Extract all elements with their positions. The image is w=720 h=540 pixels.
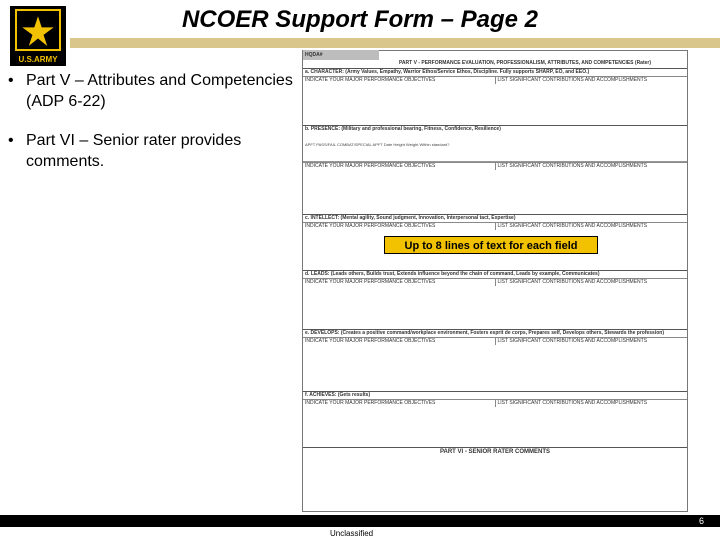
form-section-character (303, 68, 687, 84)
title-underline-bar (70, 38, 720, 48)
ncoer-form-image (302, 50, 688, 512)
contributions-column-label: LIST SIGNIFICANT CONTRIBUTIONS AND ACCOMPLISHMENTS (495, 223, 688, 230)
section-label: c. INTELLECT: (Mental agility, Sound judgment, Innovation, Interpersonal tact, Expertise) (305, 215, 516, 221)
bullet-text: Part V – Attributes and Competencies (ADP 6-22) (26, 72, 293, 110)
contributions-column-label: LIST SIGNIFICANT CONTRIBUTIONS AND ACCOMPLISHMENTS (495, 163, 688, 170)
form-section-develops (303, 329, 687, 345)
part-v-title: PART V - PERFORMANCE EVALUATION, PROFESSIONALISM, ATTRIBUTES, AND COMPETENCIES (Rater) (398, 60, 652, 66)
section-label: e. DEVELOPS: (Creates a positive command/workplace environment, Fosters esprit de corps, Prepares self, Develops others, Stewards the profession) (305, 330, 665, 336)
presence-fitness-row: APFT PASS/FAIL COMBAT/SPECIAL APFT Date Height Weight Within standard? (305, 142, 450, 147)
form-section-presence-columns (303, 161, 687, 170)
logo-text: U.S.ARMY (18, 55, 58, 64)
section-label: d. LEADS: (Leads others, Builds trust, Extends influence beyond the chain of command, Leads by example, Communicates) (305, 271, 600, 277)
contributions-column-label: LIST SIGNIFICANT CONTRIBUTIONS AND ACCOMPLISHMENTS (495, 338, 688, 345)
form-section-achieves (303, 391, 687, 407)
form-id-label: HQDA# (303, 50, 379, 60)
form-section-leads (303, 270, 687, 286)
contributions-column-label: LIST SIGNIFICANT CONTRIBUTIONS AND ACCOMPLISHMENTS (495, 279, 688, 286)
us-army-logo (10, 6, 66, 66)
bullet-dot-icon: • (8, 132, 14, 149)
form-section-presence (303, 125, 687, 133)
objectives-column-label: INDICATE YOUR MAJOR PERFORMANCE OBJECTIVES (305, 279, 436, 285)
footer-bar (0, 515, 720, 527)
army-star-icon (10, 6, 66, 54)
contributions-column-label: LIST SIGNIFICANT CONTRIBUTIONS AND ACCOMPLISHMENTS (495, 400, 688, 407)
objectives-column-label: INDICATE YOUR MAJOR PERFORMANCE OBJECTIVES (305, 77, 436, 83)
bullet-dot-icon: • (8, 72, 14, 89)
objectives-column-label: INDICATE YOUR MAJOR PERFORMANCE OBJECTIVES (305, 338, 436, 344)
bullet-item (8, 70, 298, 112)
section-label: f. ACHIEVES: (Gets results) (305, 392, 371, 398)
classification-label: Unclassified (330, 529, 374, 538)
section-label: b. PRESENCE: (Military and professional bearing, Fitness, Confidence, Resilience) (305, 126, 501, 132)
objectives-column-label: INDICATE YOUR MAJOR PERFORMANCE OBJECTIVES (305, 400, 436, 406)
part-vi-title: PART VI - SENIOR RATER COMMENTS (303, 447, 687, 457)
section-label: a. CHARACTER: (Army Values, Empathy, Warrior Ethos/Service Ethos, Discipline. Fully supports SHARP, EO, and EEO.) (305, 69, 590, 75)
page-title: NCOER Support Form – Page 2 (181, 6, 539, 33)
contributions-column-label: LIST SIGNIFICANT CONTRIBUTIONS AND ACCOMPLISHMENTS (495, 77, 688, 84)
bullet-item (8, 130, 298, 172)
objectives-column-label: INDICATE YOUR MAJOR PERFORMANCE OBJECTIVES (305, 163, 436, 169)
form-section-intellect (303, 214, 687, 230)
page-number: 6 (698, 516, 704, 526)
bullet-text: Part VI – Senior rater provides comments. (26, 132, 242, 170)
bullet-list (8, 70, 298, 190)
lines-of-text-callout: Up to 8 lines of text for each field (384, 236, 598, 254)
objectives-column-label: INDICATE YOUR MAJOR PERFORMANCE OBJECTIVES (305, 223, 436, 229)
